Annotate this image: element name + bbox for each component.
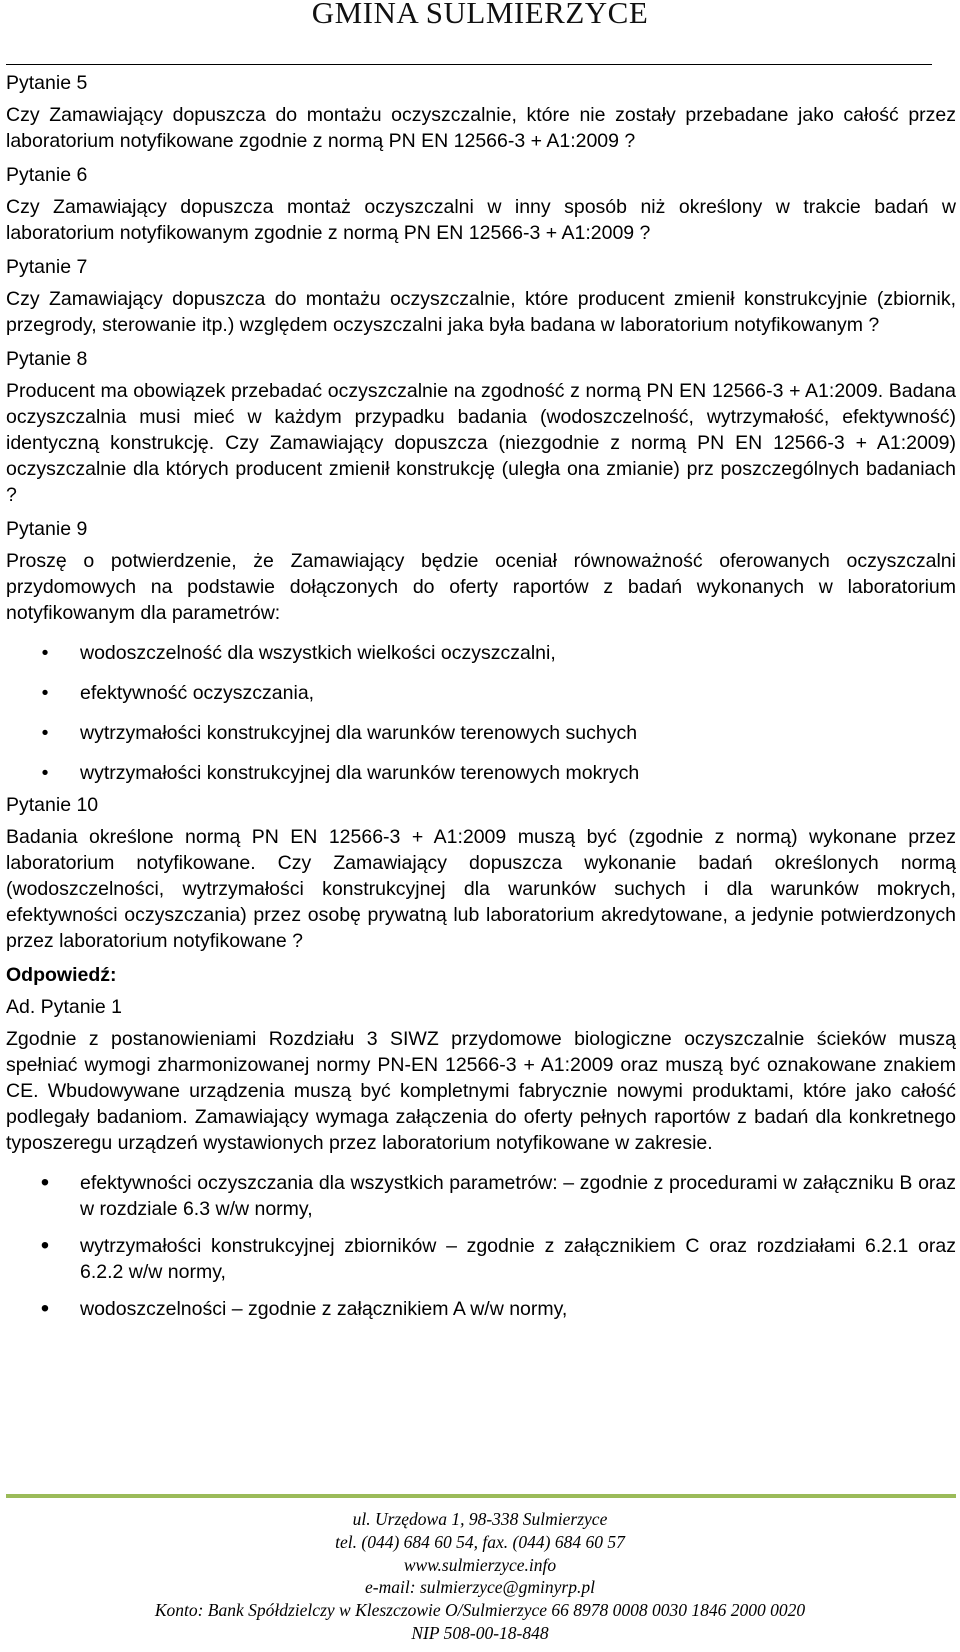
list-item-text: efektywności oczyszczania dla wszystkich parametrów: – zgodnie z procedurami w załączniku B oraz w rozdziale 6.3 w/w normy,: [80, 1172, 956, 1220]
bullet-icon: •: [40, 1232, 50, 1259]
question-text: Czy Zamawiający dopuszcza montaż oczyszczalni w inny sposób niż określony w trakcie badań w laboratorium notyfikowanym zgodnie z normą PN EN 12566-3 + A1:2009 ?: [6, 196, 956, 244]
footer-address: ul. Urzędowa 1, 98-338 Sulmierzyce: [352, 1509, 608, 1529]
list-item: [6, 1170, 956, 1222]
question-text: Producent ma obowiązek przebadać oczyszczalnie na zgodność z normą PN EN 12566-3 + A1:2009. Badana oczyszczalnia musi mieć w każdym przypadku badania (wodoszczelność, wytrzymałość, efektywność) identyczną konstrukcję. Czy Zamawiający dopuszcza (niezgodnie z normą PN EN 12566-3 + A1:2009) oczyszczalnie dla których producent zmienił konstrukcję (uległa ona zmianie) prz poszczególnych badaniach ?: [6, 380, 956, 506]
footer-website: www.sulmierzyce.info: [403, 1554, 557, 1575]
list-item-text: efektywność oczyszczania,: [80, 682, 315, 704]
answer-heading: Ad. Pytanie 1: [6, 996, 122, 1018]
question-heading: Pytanie 5: [6, 72, 88, 94]
question-text: Czy Zamawiający dopuszcza do montażu oczyszczalnie, które producent zmienił konstrukcyjnie (zbiornik, przegrody, sterowanie itp.) względem oczyszczalni jaka była badana w laboratorium notyfikowanym ?: [6, 288, 956, 336]
list-item-text: wodoszczelności – zgodnie z załącznikiem A w/w normy,: [80, 1298, 568, 1320]
bullet-icon: •: [41, 722, 49, 744]
bullet-icon: •: [40, 1295, 50, 1322]
list-item: [6, 760, 956, 786]
list-item: [6, 1233, 956, 1285]
question-5: [6, 70, 956, 154]
question-7: [6, 254, 956, 338]
question-10: [6, 792, 956, 954]
list-item: [6, 680, 956, 706]
bullet-icon: •: [40, 1169, 50, 1196]
list-item: [6, 720, 956, 746]
list-item: [6, 1296, 956, 1322]
question-heading: Pytanie 9: [6, 518, 88, 540]
question-heading: Pytanie 7: [6, 256, 88, 278]
list-item-text: wodoszczelność dla wszystkich wielkości oczyszczalni,: [80, 642, 556, 664]
answer-list: [6, 1170, 956, 1322]
footer-divider: [6, 1494, 956, 1498]
question-6: [6, 162, 956, 246]
answers-title: Odpowiedź:: [6, 964, 117, 986]
question-text: Czy Zamawiający dopuszcza do montażu oczyszczalnie, które nie zostały przebadane jako całość przez laboratorium notyfikowane zgodnie z normą PN EN 12566-3 + A1:2009 ?: [6, 104, 956, 152]
page-header: GMINA SULMIERZYCE: [311, 0, 649, 30]
parameter-list: [6, 640, 956, 786]
bullet-icon: •: [41, 642, 49, 664]
footer-email: e-mail: sulmierzyce@gminyrp.pl: [365, 1577, 595, 1598]
answers-section: [6, 962, 956, 1322]
question-9: [6, 516, 956, 786]
list-item: [6, 640, 956, 666]
question-text: Proszę o potwierdzenie, że Zamawiający będzie oceniał równoważność oferowanych oczyszczalni przydomowych na podstawie dołączonych do oferty raportów z badań wykonanych w laboratorium notyfikowanym dla parametrów:: [6, 550, 956, 624]
question-text: Badania określone normą PN EN 12566-3 + A1:2009 muszą być (zgodnie z normą) wykonane przez laboratorium notyfikowane. Czy Zamawiający dopuszcza wykonanie badań określonych normą (wodoszczelności, wytrzymałości konstrukcyjnej dla warunków suchych i dla warunków mokrych, efektywności oczyszczania) przez osobę prywatną lub laboratorium akredytowane, a jedynie potwierdzonych przez laboratorium notyfikowane ?: [6, 826, 956, 952]
question-heading: Pytanie 6: [6, 164, 88, 186]
question-heading: Pytanie 10: [6, 794, 99, 816]
answer-text: Zgodnie z postanowieniami Rozdziału 3 SIWZ przydomowe biologiczne oczyszczalnie ścieków muszą spełniać wymogi zharmonizowanej normy PN-EN 12566-3 + A1:2009 oraz muszą być oznakowane znakiem CE. Wbudowywane urządzenia muszą być kompletnymi fabrycznie nowymi produktami, które jako całość podlegały badaniom. Zamawiający wymaga załączenia do oferty pełnych raportów z badań dla konkretnego typoszeregu urządzeń wystawionych przez laboratorium notyfikowane w zakresie.: [6, 1028, 956, 1154]
footer-nip: NIP 508-00-18-848: [411, 1622, 549, 1643]
page-footer: [0, 1508, 960, 1645]
document-body: [6, 70, 956, 1333]
bullet-icon: •: [41, 682, 49, 704]
footer-account: Konto: Bank Spółdzielczy w Kleszczowie O/Sulmierzyce 66 8978 0008 0030 1846 2000 0020: [154, 1600, 806, 1621]
list-item-text: wytrzymałości konstrukcyjnej dla warunków terenowych mokrych: [80, 762, 640, 784]
list-item-text: wytrzymałości konstrukcyjnej zbiorników – zgodnie z załącznikiem C oraz rozdziałami 6.2.1 oraz 6.2.2 w/w normy,: [80, 1235, 956, 1283]
bullet-icon: •: [41, 762, 49, 784]
list-item-text: wytrzymałości konstrukcyjnej dla warunków terenowych suchych: [80, 722, 638, 744]
question-heading: Pytanie 8: [6, 348, 88, 370]
header-divider: [6, 64, 932, 65]
question-8: [6, 346, 956, 508]
footer-phone: tel. (044) 684 60 54, fax. (044) 684 60 57: [335, 1531, 625, 1552]
